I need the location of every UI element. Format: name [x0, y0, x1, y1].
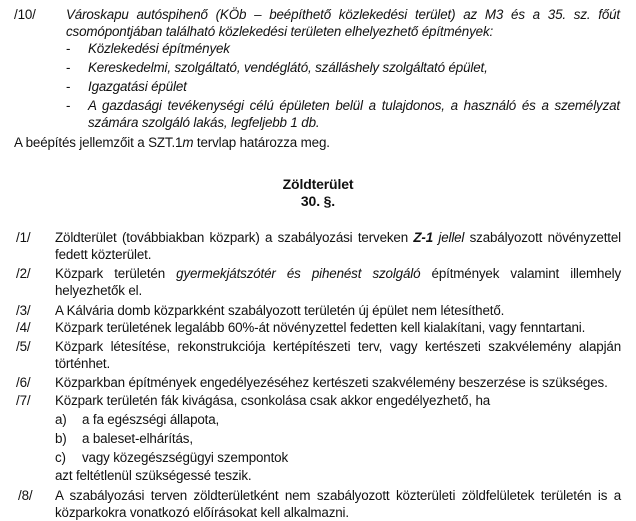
- paragraph-number-7: /7/: [16, 393, 31, 408]
- closing-text-end: tervlap határozza meg.: [193, 135, 330, 150]
- zone-code: Z-1: [413, 230, 434, 245]
- paragraph-5-line-1: Közpark létesítése, rekonstrukciója kertépítészeti terv, vagy kertészeti szakvélemény alapján: [55, 339, 621, 354]
- paragraph-1-line-2: fedett közterület.: [55, 247, 152, 262]
- p1-italic: jellel: [433, 230, 465, 245]
- paragraph-10-line-1: Városkapu autóspihenő (KÖb – beépíthető közlekedési terület) az M3 és a 35. sz. főút: [66, 7, 620, 22]
- paragraph-number-4: /4/: [16, 320, 31, 335]
- p1-text-end: szabályozott növényzettel: [464, 230, 621, 245]
- section-number: 30. §.: [300, 193, 336, 209]
- paragraph-8-line-1: A szabályozási terven zöldterületként nem szabályozott közterületi zöldfelületek területén is a: [55, 488, 621, 503]
- paragraph-number-3: /3/: [16, 303, 31, 318]
- paragraph-number-6: /6/: [16, 375, 31, 390]
- list-item: Kereskedelmi, szolgáltató, vendéglátó, szálláshely szolgáltató épület,: [88, 60, 488, 75]
- section-title: Zöldterület: [282, 176, 354, 192]
- list-item: Közlekedési építmények: [88, 41, 230, 56]
- bullet-dash: -: [66, 79, 71, 94]
- subitem-label: b): [55, 431, 67, 446]
- paragraph-1-line-1: [55, 229, 621, 246]
- paragraph-4-text: Közpark területének legalább 60%-át növényzettel fedetten kell kialakítani, vagy fenntartani.: [55, 320, 586, 335]
- list-item-line-2: számára szolgáló lakás, legfeljebb 1 db.: [88, 115, 320, 130]
- bullet-dash: -: [66, 41, 71, 56]
- subitem-text: a fa egészségi állapota,: [82, 412, 220, 427]
- paragraph-number-10: /10/: [14, 7, 36, 22]
- paragraph-8-line-2: közparkokra vonatkozó előírásokat kell alkalmazni.: [55, 505, 349, 520]
- paragraph-number-1: /1/: [16, 230, 31, 245]
- paragraph-2-line-1: [55, 265, 621, 282]
- list-item: Igazgatási épület: [88, 79, 187, 94]
- subitem-text: vagy közegészségügyi szempontok: [82, 450, 288, 465]
- p2-italic: gyermekjátszótér és pihenést szolgáló: [176, 266, 421, 281]
- paragraph-6-text: Közparkban építmények engedélyezéséhez kertészeti szakvélemény beszerzése is szükséges.: [55, 375, 608, 390]
- paragraph-10-closing: [14, 134, 330, 151]
- paragraph-3-text: A Kálvária domb közparkként szabályozott területén új épület nem létesíthető.: [55, 303, 505, 318]
- bullet-dash: -: [66, 98, 71, 113]
- paragraph-5-line-2: történhet.: [55, 356, 111, 371]
- paragraph-7-text: Közpark területén fák kivágása, csonkolása csak akkor engedélyezhető, ha: [55, 393, 491, 408]
- p1-text-start: Zöldterület (továbbiakban közpark) a szabályozási terveken: [55, 230, 414, 245]
- paragraph-2-line-2: helyezhetők el.: [55, 283, 143, 298]
- subitem-label: c): [55, 450, 66, 465]
- paragraph-number-8: /8/: [18, 488, 33, 503]
- subitem-label: a): [55, 412, 67, 427]
- closing-text-italic: m: [182, 135, 194, 150]
- paragraph-number-2: /2/: [16, 266, 31, 281]
- paragraph-number-5: /5/: [16, 339, 31, 354]
- p2-text-start: Közpark területén: [55, 266, 177, 281]
- p2-text-end: építmények valamint illemhely: [420, 266, 621, 281]
- bullet-dash: -: [66, 60, 71, 75]
- closing-text-start: A beépítés jellemzőit a SZT.1: [14, 135, 183, 150]
- paragraph-10-line-2: csomópontjában található közlekedési területen elhelyezhető építmények:: [66, 24, 494, 39]
- list-item-line-1: A gazdasági tevékenységi célú épületen belül a tulajdonos, a használó és a személyzat: [88, 98, 620, 113]
- paragraph-7-closing: azt feltétlenül szükségessé teszik.: [55, 468, 252, 483]
- subitem-text: a baleset-elhárítás,: [82, 431, 193, 446]
